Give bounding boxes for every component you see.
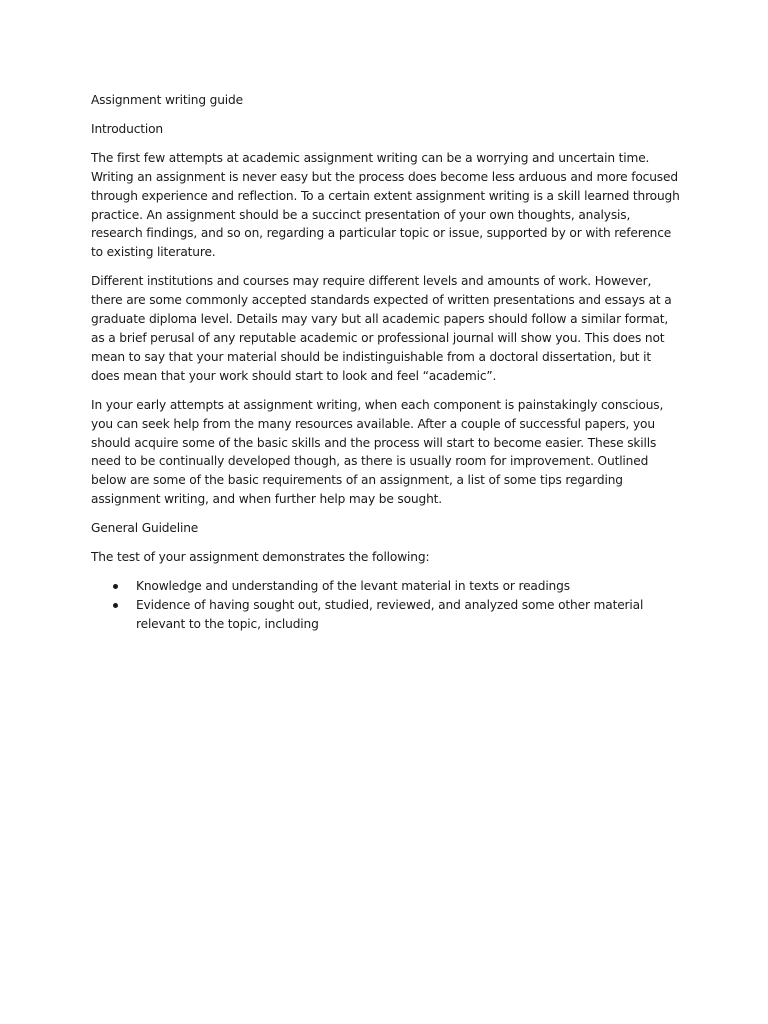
guideline-intro: The test of your assignment demonstrates the following: [91, 550, 430, 565]
bullet-list [91, 577, 681, 634]
guideline-heading: General Guideline [91, 521, 199, 536]
list-item [91, 596, 681, 634]
list-item-text: Knowledge and understanding of the levant material in texts or readings [136, 578, 570, 593]
bullet-icon [113, 603, 118, 608]
bullet-icon [113, 584, 118, 589]
paragraph: Different institutions and courses may require different levels and amounts of work. However, there are some commonly accepted standards expected of written presentations and essays at a graduate diploma level. Details may vary but all academic papers should follow a similar format, as a brief perusal of any reputable academic or professional journal will show you. This does not mean to say that your material should be indistinguishable from a doctoral dissertation, but it does mean that your work should start to look and feel “academic”. [91, 274, 672, 383]
paragraph: The first few attempts at academic assignment writing can be a worrying and uncertain time. Writing an assignment is never easy but the process does become less arduous and more focused through experience and reflection. To a certain extent assignment writing is a skill learned through practice. An assignment should be a succinct presentation of your own thoughts, analysis, research findings, and so on, regarding a particular topic or issue, supported by or with reference to existing literature. [91, 150, 680, 260]
document-body [91, 91, 681, 634]
list-item-text: Evidence of having sought out, studied, reviewed, and analyzed some other material relevant to the topic, including [136, 597, 644, 631]
intro-heading: Introduction [91, 121, 164, 136]
paragraph: In your early attempts at assignment writing, when each component is painstakingly conscious, you can seek help from the many resources available. After a couple of successful papers, you should acquire some of the basic skills and the process will start to become easier. These skills need to be continually developed though, as there is usually room for improvement. Outlined below are some of the basic requirements of an assignment, a list of some tips regarding assignment writing, and when further help may be sought. [91, 397, 664, 507]
list-item [91, 577, 681, 596]
document-title: Assignment writing guide [91, 93, 243, 107]
